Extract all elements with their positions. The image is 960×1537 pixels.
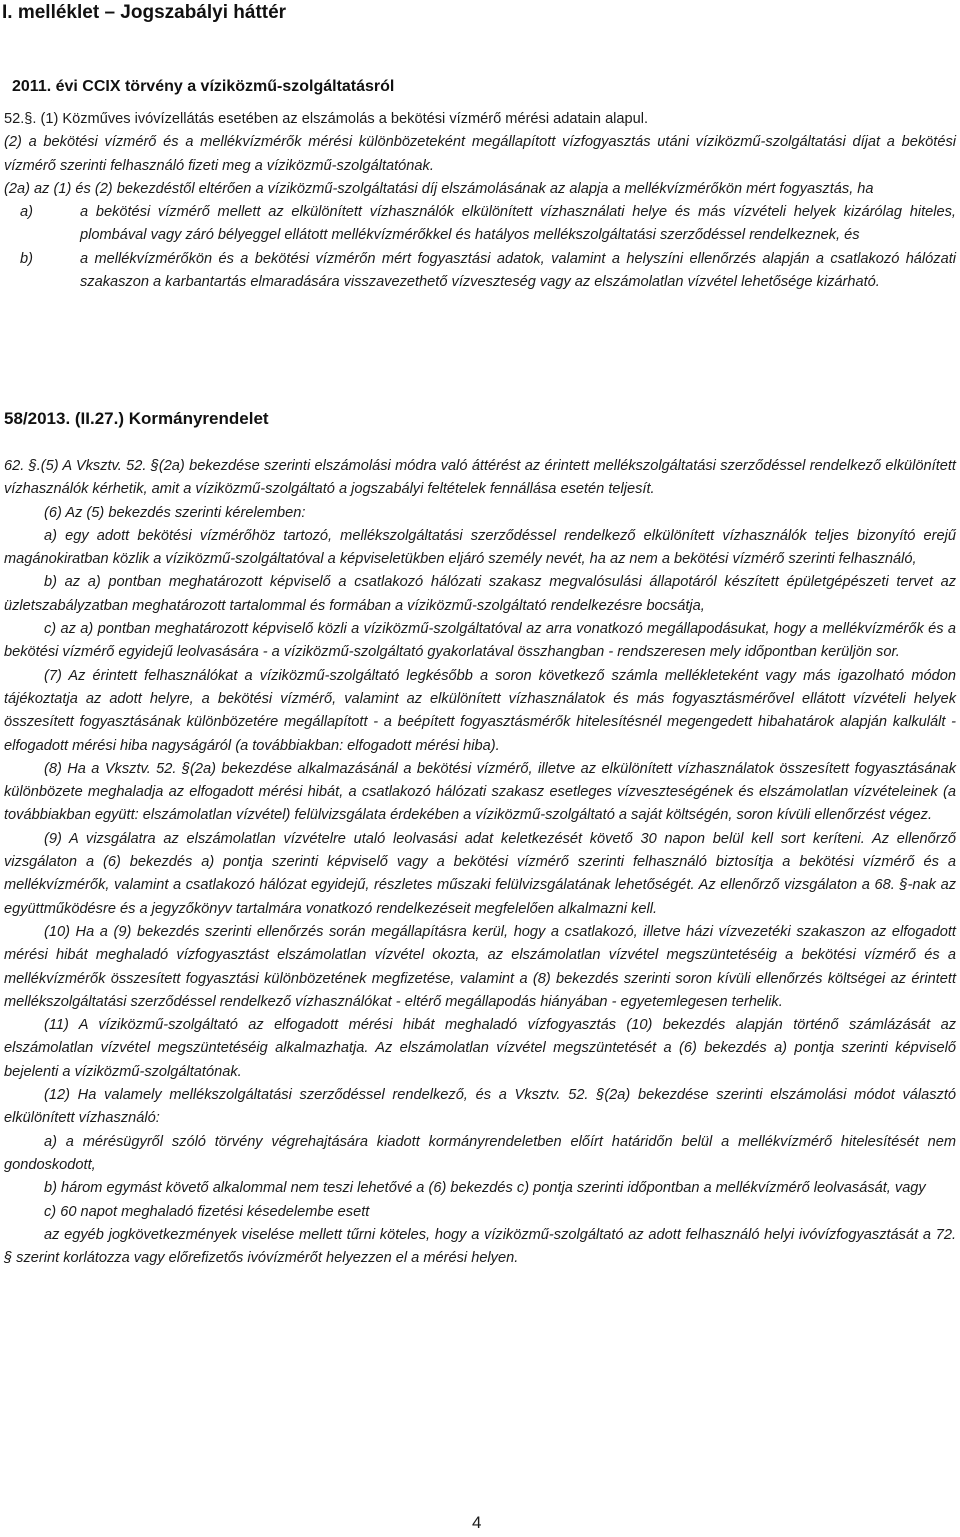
list-item xyxy=(4,201,956,248)
law-title: 2011. évi CCIX törvény a víziközmű-szolgáltatásról xyxy=(12,78,395,95)
paragraph-62-12c: c) 60 napot meghaladó fizetési késedelembe esett xyxy=(44,1203,370,1220)
list-marker: a) xyxy=(20,204,33,221)
decree-section-62 xyxy=(4,455,956,1270)
paragraph-62-6b: b) az a) pontban meghatározott képviselő a csatlakozó hálózati szakasz megvalósulási állapotáról készített épületgépészeti tervet az üzletszabályzatban meghatározott tartalommal és formában a víziközmű-szolgáltató rendelkezésre bocsátja, xyxy=(4,574,956,614)
list-marker: b) xyxy=(20,250,33,267)
paragraph-52-1: 52.§. (1) Közműves ivóvízellátás esetében az elszámolás a bekötési vízmérő mérési adatain alapul. xyxy=(4,111,649,127)
paragraph-62-7: (7) Az érintett felhasználókat a víziközmű-szolgáltató legkésőbb a soron következő számla mellékleteként vagy más igazolható módon tájékoztatja az adott helyre, a bekötési vízmérő, valamint az elkülönített vízhasználatok és más fogyasztásmérővel ellátott vízvételi helyek összesített fogyasztásának különbözetére megállapított - a beépített fogyasztásmérők hitelesítésnél megengedett hibahatárok alapján kalkulált - elfogadott mérési hiba nagyságáról (a továbbiakban: elfogadott mérési hiba). xyxy=(4,667,956,754)
list-item-text: a mellékvízmérőkön és a bekötési vízmérőn mért fogyasztási adatok, valamint a helyszíni ellenőrzés alapján a csatlakozó hálózati szakaszon a karbantartás elmaradására visszavezethető vízveszteség vagy az elszámolatlan vízvétel lehetősége kizárható. xyxy=(80,250,956,291)
decree-title: 58/2013. (II.27.) Kormányrendelet xyxy=(4,409,269,428)
paragraph-52-2: (2) a bekötési vízmérő és a mellékvízmérők mérési különbözeteként megállapított vízfogyasztás utáni víziközmű-szolgáltatási díjat a bekötési vízmérő szerinti felhasználó fizeti meg a víziközmű-szolgáltatónak. xyxy=(4,134,956,174)
paragraph-62-10: (10) Ha a (9) bekezdés szerinti ellenőrzés során megállapításra kerül, hogy a csatlakozó, illetve házi vízvezetéki szakaszon az elfogadott mérési hibát meghaladó vízfogyasztást elszámolatlan vízvétel okozta, az elszámolatlan vízvétel megszüntetéséig a bekötési vízmérő és a mellékvízmérők összesített fogyasztási különbözetének megfizetése, valamint a (8) bekezdés szerinti soron kívüli ellenőrzés költségei az érintett mellékszolgáltatási szerződéssel rendelkező vízhasználókat - eltérő megállapodás hiányában - egyetemlegesen terhelik. xyxy=(4,923,956,1010)
paragraph-62-8: (8) Ha a Vksztv. 52. §(2a) bekezdése alkalmazásánál a bekötési vízmérő, illetve az elkülönített vízhasználatok összesített fogyasztásának különbözete meghaladja az elfogadott mérési hibát, a csatlakozó hálózati szakasz esetleges vízveszteségének és elszámolatlan vízvételeinek (a továbbiakban együtt: elszámolatlan vízvétel) felülvizsgálata érdekében a víziközmű-szolgáltató a saját költségén, soron kívüli ellenőrzést végez. xyxy=(4,760,956,824)
page-number: 4 xyxy=(472,1513,482,1532)
paragraph-62-12-closing: az egyéb jogkövetkezmények viselése mellett tűrni köteles, hogy a víziközmű-szolgáltató az adott felhasználó helyi ivóvízfogyasztását a 72. § szerint korlátozza vagy előrefizetős ivóvízmérőt helyezzen el a mérési helyen. xyxy=(4,1226,956,1267)
annex-heading: I. melléklet – Jogszabályi háttér xyxy=(2,2,287,23)
paragraph-62-11: (11) A víziközmű-szolgáltató az elfogadott mérési hibát meghaladó vízfogyasztás (10) bekezdés alapján történő számlázását az elszámolatlan vízvétel megszüntetéséig alkalmazhatja. Az elszámolatlan vízvétel megszüntetését a (6) bekezdés a) pontja szerinti képviselő bejelenti a víziközmű-szolgáltatónak. xyxy=(4,1017,956,1080)
paragraph-62-12a: a) a mérésügyről szóló törvény végrehajtására kiadott kormányrendeletben előírt határidőn belül a mellékvízmérő hitelesítését nem gondoskodott, xyxy=(4,1133,956,1173)
paragraph-62-6: (6) Az (5) bekezdés szerinti kérelemben: xyxy=(44,504,306,521)
paragraph-52-2a: (2a) az (1) és (2) bekezdéstől eltérően a víziközmű-szolgáltatási díj elszámolásának az alapja a mellékvízmérőkön mért fogyasztás, ha xyxy=(4,180,874,197)
paragraph-62-12: (12) Ha valamely mellékszolgáltatási szerződéssel rendelkező, és a Vksztv. 52. §(2a) bekezdése szerinti elszámolási módot választó elkülönített vízhasználó: xyxy=(4,1087,956,1127)
condition-list xyxy=(4,201,956,294)
paragraph-62-6a: a) egy adott bekötési vízmérőhöz tartozó, mellékszolgáltatási szerződéssel rendelkező elkülönített vízhasználók teljes bizonyító erejű magánokiratban közlik a víziközmű-szolgáltatóval a képviseletükben eljáró személy nevét, ha az nem a bekötési vízmérő szerinti felhasználó, xyxy=(4,527,956,568)
paragraph-62-5: 62. §.(5) A Vksztv. 52. §(2a) bekezdése szerinti elszámolási módra való áttérést az érintett mellékszolgáltatási szerződéssel rendelkező elkülönített vízhasználók kérhetik, amit a víziközmű-szolgáltató a jogszabályi feltételek fennállása esetén teljesít. xyxy=(4,458,956,498)
paragraph-62-12b: b) három egymást követő alkalommal nem teszi lehetővé a (6) bekezdés c) pontja szerinti időpontban a mellékvízmérő leolvasását, vagy xyxy=(44,1180,926,1197)
law-section-52 xyxy=(4,108,956,294)
list-item-text: a bekötési vízmérő mellett az elkülönített vízhasználók elkülönített vízhasználati helye és más vízvételi helyek kizárólag hiteles, plombával vagy záró bélyeggel ellátott mellékvízmérőkkel és hatályos mellékszolgáltatási szerződéssel rendelkeznek, és xyxy=(80,204,956,244)
paragraph-62-9: (9) A vizsgálatra az elszámolatlan vízvételre utaló leolvasási adat keletkezését követő 30 napon belül kell sort keríteni. Az ellenőrző vizsgálaton a (6) bekezdés a) pontja szerinti képviselő vagy a bekötési vízmérő szerinti felhasználó biztosítja a bekötési vízmérő és a mellékvízmérők, valamint a csatlakozó hálózat egyidejű, részletes műszaki felülvizsgálatának lehetőségét. Az ellenőrző vizsgálaton a 68. §-nak az együttműködésre és a jegyzőkönyv tartalmára vonatkozó rendelkezéseit megfelelően alkalmazni kell. xyxy=(4,830,956,917)
list-item xyxy=(4,248,956,295)
paragraph-62-6c: c) az a) pontban meghatározott képviselő közli a víziközmű-szolgáltatóval az arra vonatkozó megállapodásukat, hogy a mellékvízmérők és a bekötési vízmérő egyidejű leolvasására - a víziközmű-szolgáltató gyakorlatával összhangban - rendszeresen mely időpontban kerüljön sor. xyxy=(4,621,956,661)
